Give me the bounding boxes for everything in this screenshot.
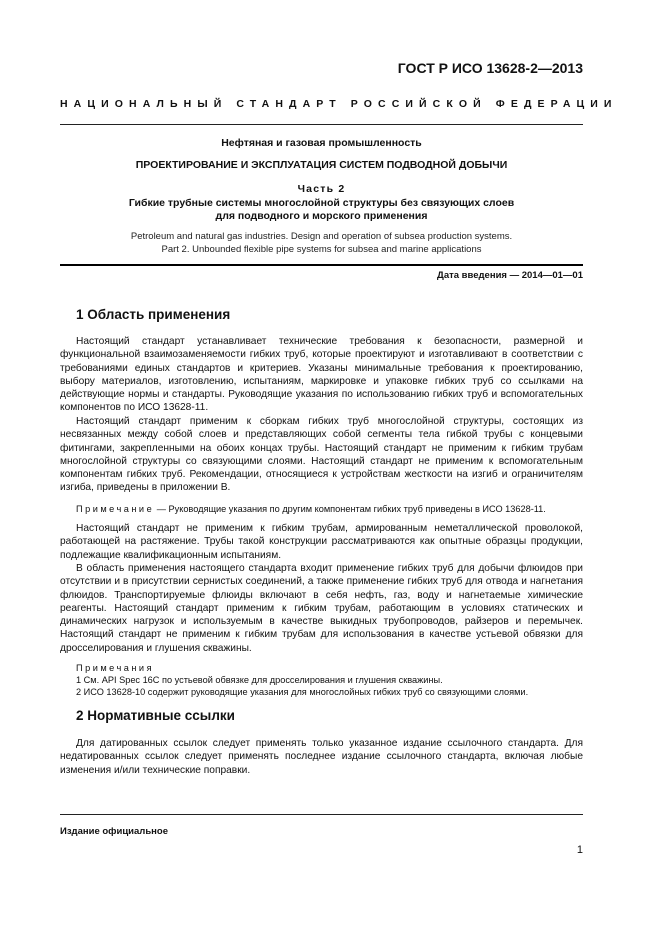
section-2-heading: 2 Нормативные ссылки bbox=[76, 708, 235, 723]
edition-label: Издание официальное bbox=[60, 826, 168, 837]
page-number: 1 bbox=[576, 844, 583, 856]
footer-divider bbox=[60, 814, 583, 815]
introduction-date: Дата введения — 2014—01—01 bbox=[437, 270, 583, 281]
section-1-paragraph-2: Настоящий стандарт применим к сборкам гибких труб многослойной структуры, состоящих из несвязанных между собой слоев и представляющих собой сегменты тела гибкой трубы с концевыми фитингами, закрепленными на обоих концах трубы. Настоящий стандарт не применим к гибким трубам многослойной структуры со связующими слоями. Настоящий стандарт не применим к вспомогательным компонентам гибких труб. Рекомендации, относящиеся к устройствам жесткости на изгиб и ограничителям изгиба, приведены в приложении В. bbox=[60, 416, 583, 494]
note-item-1: 1 См. API Spec 16C по устьевой обвязке для дросселирования и глушения скважины. bbox=[76, 675, 443, 685]
section-1-paragraph-1: Настоящий стандарт устанавливает технические требования к безопасности, размерной и функциональной взаимозаменяемости гибких труб, которые проектируют и изготавливают в соответствии с требованиями единых стандартов и критериев. Указаны минимальные требования к проектированию, выбору материалов, изготовлению, испытаниям, маркировке и упаковке гибких труб со ссылками на действующие нормы и стандарты. Руководящие указания по использованию гибких труб и вспомогательных компонентов по ИСО 13628-11. bbox=[60, 336, 583, 414]
thick-divider bbox=[60, 264, 583, 266]
note-1-label: Примечание bbox=[76, 504, 155, 514]
english-title-line-1: Petroleum and natural gas industries. Design and operation of subsea production systems. bbox=[130, 231, 513, 242]
note-item-2: 2 ИСО 13628-10 содержит руководящие указания для многослойных гибких труб со связующими слоями. bbox=[76, 687, 529, 697]
english-title-line-2: Part 2. Unbounded flexible pipe systems for subsea and marine applications bbox=[161, 244, 482, 255]
title-line-2: для подводного и морского применения bbox=[215, 210, 428, 222]
standard-number: ГОСТ Р ИСО 13628-2—2013 bbox=[397, 60, 583, 76]
note-1-text: — Руководящие указания по другим компонентам гибких труб приведены в ИСО 13628-11. bbox=[154, 504, 546, 514]
english-title bbox=[60, 230, 583, 256]
section-1-paragraph-4: В область применения настоящего стандарта входит применение гибких труб для добычи флюидов при отсутствии и в присутствии сернистых соединений, а также применение гибких труб для отвода и нагнетания флюидов. Транспортируемые флюиды включают в себя нефть, газ, воду и нагнетаемые химические реагенты. Настоящий стандарт применим к гибким трубам, работающим в условиях статических и динамических нагрузок и используемым в качестве выкидных трубопроводов, райзеров и перемычек. Настоящий стандарт не применим к гибким трубам для использования в качестве устьевой обвязки для дросселирования и глушения скважины. bbox=[60, 563, 583, 654]
title-line-1: Гибкие трубные системы многослойной структуры без связующих слоев bbox=[128, 197, 515, 209]
notes-block bbox=[76, 662, 583, 698]
note-1 bbox=[76, 503, 583, 515]
industry-line: Нефтяная и газовая промышленность bbox=[221, 137, 422, 149]
section-1-heading: 1 Область применения bbox=[76, 307, 231, 322]
document-title bbox=[60, 197, 583, 223]
section-2-paragraph-1: Для датированных ссылок следует применять только указанное издание ссылочного стандарта. Для недатированных ссылок следует применять последнее издание ссылочного стандарта, включая любые изменения и/или технические поправки. bbox=[60, 738, 583, 776]
notes-label: Примечания bbox=[76, 663, 155, 673]
part-label: Часть 2 bbox=[297, 183, 346, 195]
national-standard-banner: НАЦИОНАЛЬНЫЙ СТАНДАРТ РОССИЙСКОЙ ФЕДЕРАЦИИ bbox=[60, 98, 618, 110]
section-1-paragraph-3: Настоящий стандарт не применим к гибким трубам, армированным неметаллической проволокой, работающей на растяжение. Трубы такой конструкции рассматриваются как опытные образцы продукции, подлежащие квалификационным испытаниям. bbox=[60, 523, 583, 561]
divider bbox=[60, 124, 583, 125]
design-line: ПРОЕКТИРОВАНИЕ И ЭКСПЛУАТАЦИЯ СИСТЕМ ПОДВОДНОЙ ДОБЫЧИ bbox=[135, 159, 508, 171]
